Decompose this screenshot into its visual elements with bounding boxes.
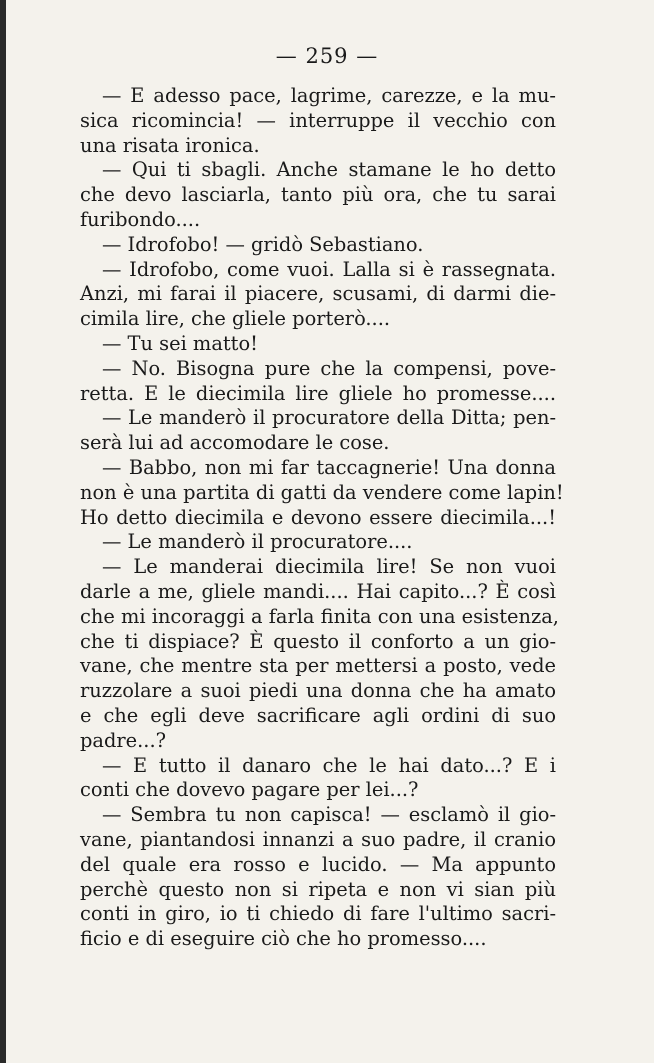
text-line: — E adesso pace, lagrime, carezze, e la mu-	[102, 84, 556, 107]
text-line: — Tu sei matto!	[102, 331, 258, 355]
text-line: vane, che mentre sta per mettersi a posto, vede	[80, 654, 556, 678]
text-line: del quale era rosso e lucido. — Ma appunto	[80, 852, 556, 876]
text-line: darle a me, gliele mandi.... Hai capito...? È così	[80, 579, 556, 603]
text-line: — Babbo, non mi far taccagnerie! Una donna	[102, 455, 556, 479]
text-line: che mi incoraggi a farla finita con una esistenza,	[80, 604, 559, 628]
text-line: che devo lasciarla, tanto più ora, che tu sarai	[80, 183, 556, 207]
text-line: ruzzolare a suoi piedi una donna che ha amato	[80, 679, 556, 703]
text-line: non è una partita di gatti da vendere come lapin!	[80, 480, 564, 504]
text-line: — Le manderai diecimila lire! Se non vuoi	[102, 555, 556, 579]
text-line: Anzi, mi farai il piacere, scusami, di darmi die-	[80, 282, 556, 306]
page-number: — 259 —	[275, 44, 379, 68]
text-line: furibondo....	[80, 207, 201, 231]
text-line: che ti dispiace? È questo il conforto a un gio-	[80, 629, 556, 653]
text-line: conti in giro, io ti chiedo di fare l'ultimo sacri-	[80, 902, 556, 926]
text-line: — Le manderò il procuratore....	[102, 530, 413, 554]
page-binding-edge	[0, 0, 6, 1063]
text-line: una risata ironica.	[80, 133, 260, 157]
text-line: — Le manderò il procuratore della Ditta; pen-	[102, 406, 556, 430]
text-line: — Qui ti sbagli. Anche stamane le ho detto	[102, 158, 556, 182]
text-line: sica ricomincia! — interruppe il vecchio con	[80, 108, 556, 132]
text-line: cimila lire, che gliele porterò....	[80, 307, 391, 331]
text-line: serà lui ad accomodare le cose.	[80, 431, 390, 455]
text-line: — Idrofobo, come vuoi. Lalla si è rassegnata.	[102, 257, 556, 281]
text-line: ficio e di eseguire ciò che ho promesso....	[80, 927, 487, 951]
text-line: vane, piantandosi innanzi a suo padre, il cranio	[80, 827, 556, 851]
text-line: e che egli deve sacrificare agli ordini di suo	[80, 703, 556, 727]
text-line: retta. E le diecimila lire gliele ho promesse....	[80, 381, 556, 405]
text-line: perchè questo non si ripeta e non vi sian più	[80, 877, 556, 901]
text-line: padre...?	[80, 728, 167, 752]
text-line: — Idrofobo! — gridò Sebastiano.	[102, 232, 424, 256]
text-line: — Sembra tu non capisca! — esclamò il gio-	[102, 803, 556, 827]
text-line: Ho detto diecimila e devono essere diecimila...!	[80, 505, 556, 529]
text-line: conti che dovevo pagare per lei...?	[80, 778, 419, 802]
body-text	[80, 84, 564, 952]
text-line: — E tutto il danaro che le hai dato...? E i	[102, 753, 556, 777]
text-line: — No. Bisogna pure che la compensi, pove-	[102, 356, 556, 380]
